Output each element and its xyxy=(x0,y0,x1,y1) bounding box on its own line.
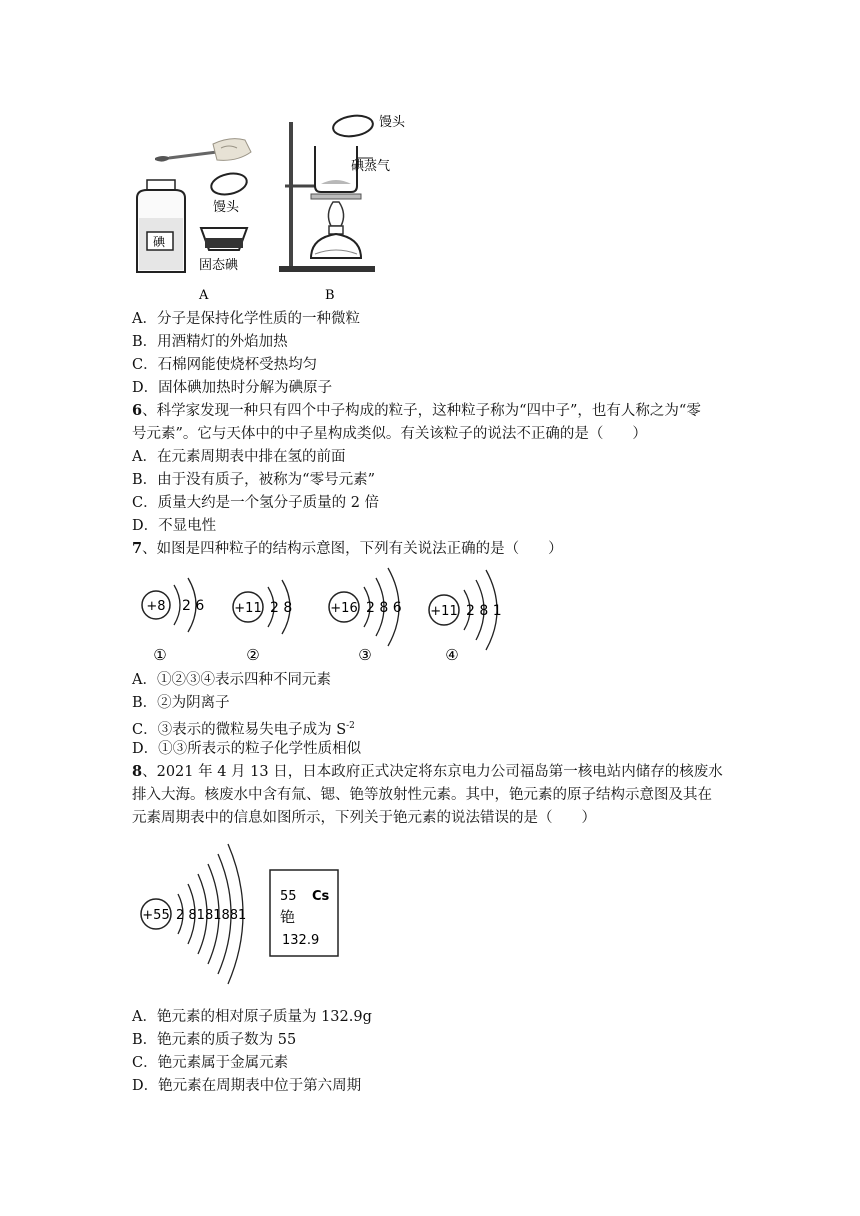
particle-structure-diagrams xyxy=(130,560,510,668)
solid-iodine-label: 固态碘 xyxy=(199,258,239,273)
q7-stem xyxy=(132,539,563,559)
q8-option-d: D．铯元素在周期表中位于第六周期 xyxy=(132,1078,362,1094)
solid-iodine-dish xyxy=(201,228,247,250)
particle-2-label: ② xyxy=(246,646,260,664)
cesium-electrons: 2 8181881 xyxy=(176,908,247,923)
particle-1-nucleus: +8 xyxy=(146,599,166,614)
q7-number: 7 xyxy=(132,540,143,557)
q7-option-c xyxy=(132,716,355,740)
q6-option-d: D．不显电性 xyxy=(132,518,217,534)
particle-1-electrons: 2 6 xyxy=(182,598,205,614)
element-mass: 132.9 xyxy=(282,933,320,948)
q6-option-c: C．质量大约是一个氢分子质量的 2 倍 xyxy=(132,495,380,511)
q6-option-b: B．由于没有质子，被称为“零号元素” xyxy=(132,472,375,488)
cesium-atom-diagram xyxy=(141,844,246,984)
element-number: 55 xyxy=(280,889,297,904)
q5-option-a: A．分子是保持化学性质的一种微粒 xyxy=(132,311,360,327)
particle-3-label: ③ xyxy=(358,646,372,664)
iodine-bottle xyxy=(137,180,185,272)
q5-option-d: D．固体碘加热时分解为碘原子 xyxy=(132,380,333,396)
particle-4-electrons: 2 8 1 xyxy=(466,603,502,619)
cesium-figure xyxy=(130,840,360,1000)
particle-3 xyxy=(329,568,402,664)
q8-stem-line3: 元素周期表中的信息如图所示，下列关于铯元素的说法错误的是（ ） xyxy=(132,810,596,826)
particle-4 xyxy=(429,570,502,664)
q5-option-b: B．用酒精灯的外焰加热 xyxy=(132,334,288,350)
q7-option-b: B．②为阴离子 xyxy=(132,695,230,711)
particle-3-nucleus: +16 xyxy=(330,601,358,616)
q8-stem-line1 xyxy=(132,762,723,782)
q6-option-a: A．在元素周期表中排在氢的前面 xyxy=(132,449,346,465)
q7-stem-text: 、如图是四种粒子的结构示意图，下列有关说法正确的是（ ） xyxy=(142,541,563,557)
caption-a: A xyxy=(199,288,209,303)
caption-b: B xyxy=(325,288,335,303)
particle-2 xyxy=(233,580,292,664)
particle-1 xyxy=(142,578,204,664)
mantou-label-a: 馒头 xyxy=(213,200,240,215)
alcohol-lamp xyxy=(311,202,361,258)
q8-option-c: C．铯元素属于金属元素 xyxy=(132,1055,289,1071)
particle-4-nucleus: +11 xyxy=(430,604,458,619)
element-symbol: Cs xyxy=(312,889,330,904)
particle-1-label: ① xyxy=(153,646,167,664)
iodine-experiment-figure xyxy=(125,108,425,308)
element-name: 铯 xyxy=(280,908,296,926)
q6-stem-line2: 号元素”。它与天体中的中子星构成类似。有关该粒子的说法不正确的是（ ） xyxy=(132,426,647,442)
q6-stem-text1: 、科学家发现一种只有四个中子构成的粒子，这种粒子称为“四中子”，也有人称之为“零 xyxy=(142,403,701,419)
q8-stem-line2: 排入大海。核废水中含有氚、锶、铯等放射性元素。其中，铯元素的原子结构示意图及其在 xyxy=(132,787,712,803)
q5-option-c: C．石棉网能使烧杯受热均匀 xyxy=(132,357,318,373)
mantou-shape-b xyxy=(332,113,374,138)
bottle-label: 碘 xyxy=(153,235,166,249)
particle-2-electrons: 2 8 xyxy=(270,600,293,616)
q6-stem-line1 xyxy=(132,401,701,421)
q8-option-b: B．铯元素的质子数为 55 xyxy=(132,1032,297,1048)
q7-option-c-text: C．③表示的微粒易失电子成为 S xyxy=(132,721,347,738)
q7-option-a: A．①②③④表示四种不同元素 xyxy=(132,672,331,688)
q7-option-d: D．①③所表示的粒子化学性质相似 xyxy=(132,741,362,757)
spoon-hand-drawing xyxy=(155,139,251,162)
cesium-nucleus: +55 xyxy=(142,908,170,923)
mantou-label-b: 馒头 xyxy=(379,115,406,130)
q7-option-c-superscript: -2 xyxy=(346,721,355,731)
particle-4-label: ④ xyxy=(445,646,459,664)
q8-option-a: A．铯元素的相对原子质量为 132.9g xyxy=(132,1009,372,1025)
q8-number: 8 xyxy=(132,763,143,780)
wire-gauze xyxy=(311,194,361,199)
particle-3-electrons: 2 8 6 xyxy=(366,600,402,616)
cesium-element-box xyxy=(270,870,338,956)
iodine-vapor-label: 碘蒸气 xyxy=(351,159,391,174)
q8-stem-text1: 、2021 年 4 月 13 日，日本政府正式决定将东京电力公司福岛第一核电站内储存的核废水 xyxy=(142,764,723,780)
particle-2-nucleus: +11 xyxy=(234,601,262,616)
q6-number: 6 xyxy=(132,402,143,419)
mantou-shape-a xyxy=(209,170,248,197)
